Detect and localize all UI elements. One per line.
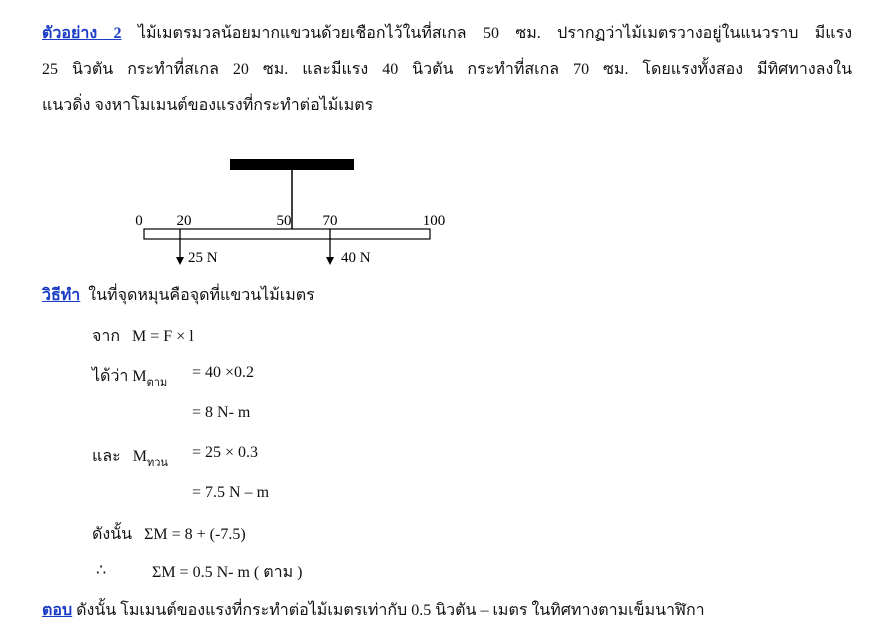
force-label-right: 40 N	[341, 250, 371, 266]
example-heading[interactable]: ตัวอย่าง 2	[42, 25, 122, 42]
answer-heading[interactable]: ตอบ	[42, 602, 73, 619]
problem-text-1: ไม้เมตรมวลน้อยมากแขวนด้วยเชือกไว้ในที่สเกล 50 ซม. ปรากฏว่าไม้เมตรวางอยู่ในแนวราบ มีแรง	[137, 25, 853, 42]
scale-label-50: 50	[276, 213, 292, 229]
step-6	[92, 522, 246, 547]
answer-text: ดังนั้น โมเมนต์ของแรงที่กระทำต่อไม้เมตรเท่ากับ 0.5 นิวตัน – เมตร ในทิศทางตามเข็มนาฬิกา	[76, 602, 705, 619]
solution-intro	[42, 283, 315, 308]
ceiling-support	[230, 159, 354, 170]
step-2-equation: = 40 ×0.2	[192, 364, 255, 381]
step-6-lead: ดังนั้น	[92, 526, 133, 543]
step-4-lead: และ	[92, 448, 121, 465]
step-5-equation: = 7.5 N – m	[192, 484, 270, 501]
problem-line-3: แนวดิ่ง จงหาโมเมนต์ของแรงที่กระทำต่อไม้เมตร	[42, 97, 374, 114]
problem-line-2: 25 นิวตัน กระทำที่สเกล 20 ซม. และมีแรง 40 นิวตัน กระทำที่สเกล 70 ซม. โดยแรงทั้งสอง มีทิศทางลงใน	[42, 61, 852, 78]
step-2-lead: ได้ว่า	[92, 368, 129, 385]
step-6-equation: ΣM = 8 + (-7.5)	[144, 526, 246, 543]
step-1-equation: M = F × l	[132, 328, 194, 345]
answer	[42, 598, 705, 623]
therefore-symbol: ∴	[96, 562, 107, 579]
moment-counterclockwise-symbol: M	[132, 448, 147, 465]
moment-clockwise-symbol: M	[132, 368, 147, 385]
scale-label-20: 20	[176, 213, 192, 229]
moment-counterclockwise-subscript: ทวน	[146, 457, 168, 469]
meter-stick	[144, 229, 430, 239]
step-7-equation: ΣM = 0.5 N- m ( ตาม )	[152, 564, 303, 581]
solution-intro-text: ในที่จุดหมุนคือจุดที่แขวนไม้เมตร	[88, 287, 315, 304]
step-1-lead: จาก	[92, 328, 121, 345]
moment-clockwise-subscript: ตาม	[146, 377, 168, 389]
step-4-equation: = 25 × 0.3	[192, 444, 259, 461]
step-4	[92, 444, 168, 469]
scale-label-100: 100	[422, 213, 446, 229]
scale-label-70: 70	[322, 213, 338, 229]
force-label-left: 25 N	[188, 250, 218, 266]
step-3-equation: = 8 N- m	[192, 404, 251, 421]
step-1	[92, 324, 194, 349]
solution-heading[interactable]: วิธีทำ	[42, 287, 81, 304]
scale-label-0: 0	[135, 213, 143, 229]
step-2	[92, 364, 167, 389]
